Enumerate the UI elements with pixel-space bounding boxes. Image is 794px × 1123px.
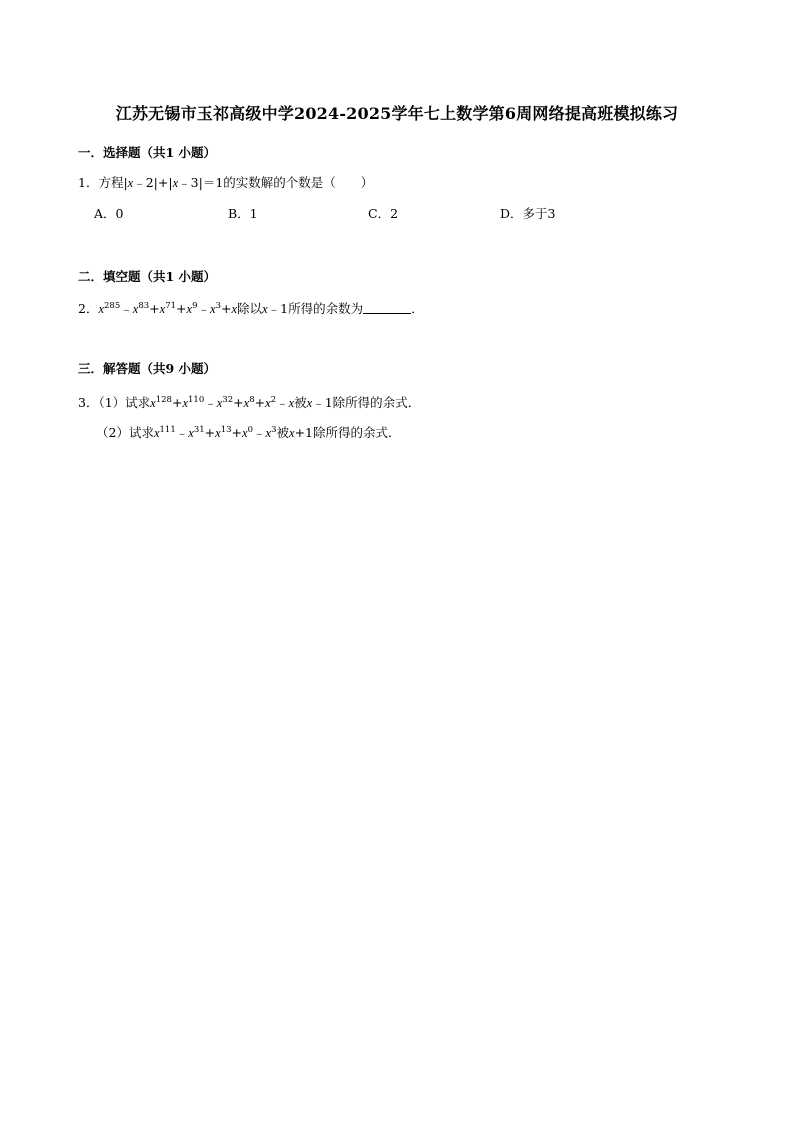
term-base: x [132, 302, 139, 316]
question-3-part-1 [78, 394, 420, 412]
term-base: x [231, 302, 238, 316]
option-a: A．0 [94, 206, 124, 221]
polynomial [154, 425, 277, 440]
section-heading-fill: 二．填空题（共1 小题） [78, 269, 217, 284]
term-sign: + [231, 425, 243, 440]
variable: x [172, 176, 179, 190]
term-base: x [153, 426, 160, 440]
variable: x [306, 396, 313, 410]
term-exponent: 83 [138, 301, 150, 311]
term-base: x [98, 302, 105, 316]
term-exponent: 0 [247, 425, 253, 435]
stem-text: ﹣2|+| [133, 175, 173, 190]
term-base: x [242, 426, 248, 440]
term-base: x [182, 396, 188, 410]
term-sign: + [254, 395, 266, 410]
term-sign: + [204, 425, 216, 440]
question-1-stem [78, 174, 373, 192]
stem-text: 除以 [237, 301, 263, 316]
stem-text: ﹣1除所得的余式． [312, 395, 421, 410]
term-exponent: 31 [193, 425, 205, 435]
term-base: x [265, 426, 272, 440]
polynomial [98, 301, 237, 316]
variable: x [262, 302, 268, 316]
stem-text: +1除所得的余式． [294, 425, 401, 440]
stem-text: ﹣3|＝1的实数解的个数是（ ） [178, 175, 374, 190]
term-sign: + [176, 301, 187, 316]
term-sign: + [149, 301, 160, 316]
option-c: C．2 [368, 206, 399, 221]
term-sign: ﹣ [197, 301, 211, 316]
question-number: 2． [78, 301, 99, 316]
term-sign: ﹣ [276, 395, 289, 410]
answer-blank[interactable] [363, 301, 411, 314]
term-base: x [243, 396, 250, 410]
part-label: （2）试求 [96, 425, 154, 440]
section-heading-choice: 一．选择题（共1 小题） [78, 145, 217, 160]
polynomial [150, 395, 294, 410]
term-exponent: 3 [215, 301, 221, 311]
term-sign: ﹣ [253, 425, 266, 440]
stem-text: 被 [294, 395, 307, 410]
question-number: 3． [78, 395, 99, 410]
variable: x [127, 176, 134, 190]
term-sign: ﹣ [204, 395, 217, 410]
term-exponent: 2 [270, 395, 277, 405]
term-base: x [188, 426, 194, 440]
part-label: （1）试求 [98, 395, 151, 410]
term-exponent: 9 [192, 301, 198, 311]
stem-text: ． [411, 301, 424, 316]
term-sign: + [221, 301, 232, 316]
term-base: x [210, 302, 216, 316]
term-exponent: 13 [220, 425, 232, 435]
option-d: D．多于3 [500, 206, 556, 221]
option-b: B．1 [228, 206, 258, 221]
term-exponent: 3 [271, 425, 277, 435]
term-exponent: 32 [222, 395, 234, 405]
term-base: x [216, 396, 223, 410]
term-sign: ﹣ [175, 425, 189, 440]
stem-text: ﹣1所得的余数为 [267, 301, 364, 316]
term-base: x [159, 302, 166, 316]
stem-text: 方程| [98, 175, 128, 190]
term-exponent: 285 [104, 301, 121, 311]
term-exponent: 8 [249, 395, 255, 405]
term-exponent: 128 [155, 395, 172, 405]
question-3-part-2 [96, 424, 401, 442]
term-base: x [186, 302, 193, 316]
term-base: x [288, 396, 295, 410]
variable: x [289, 426, 295, 440]
question-2-stem [78, 300, 424, 318]
page-title: 江苏无锡市玉祁高级中学2024-2025学年七上数学第6周网络提高班模拟练习 [115, 104, 679, 123]
term-sign: ﹣ [120, 301, 133, 316]
section-heading-answer: 三．解答题（共9 小题） [78, 361, 217, 376]
term-base: x [150, 396, 156, 410]
term-sign: + [171, 395, 183, 410]
stem-text: 被 [276, 425, 290, 440]
term-base: x [215, 426, 221, 440]
term-exponent: 71 [165, 301, 177, 311]
term-exponent: 110 [188, 395, 205, 405]
question-number: 1． [78, 175, 99, 190]
term-sign: + [233, 395, 244, 410]
term-base: x [265, 396, 271, 410]
term-exponent: 111 [159, 425, 176, 435]
